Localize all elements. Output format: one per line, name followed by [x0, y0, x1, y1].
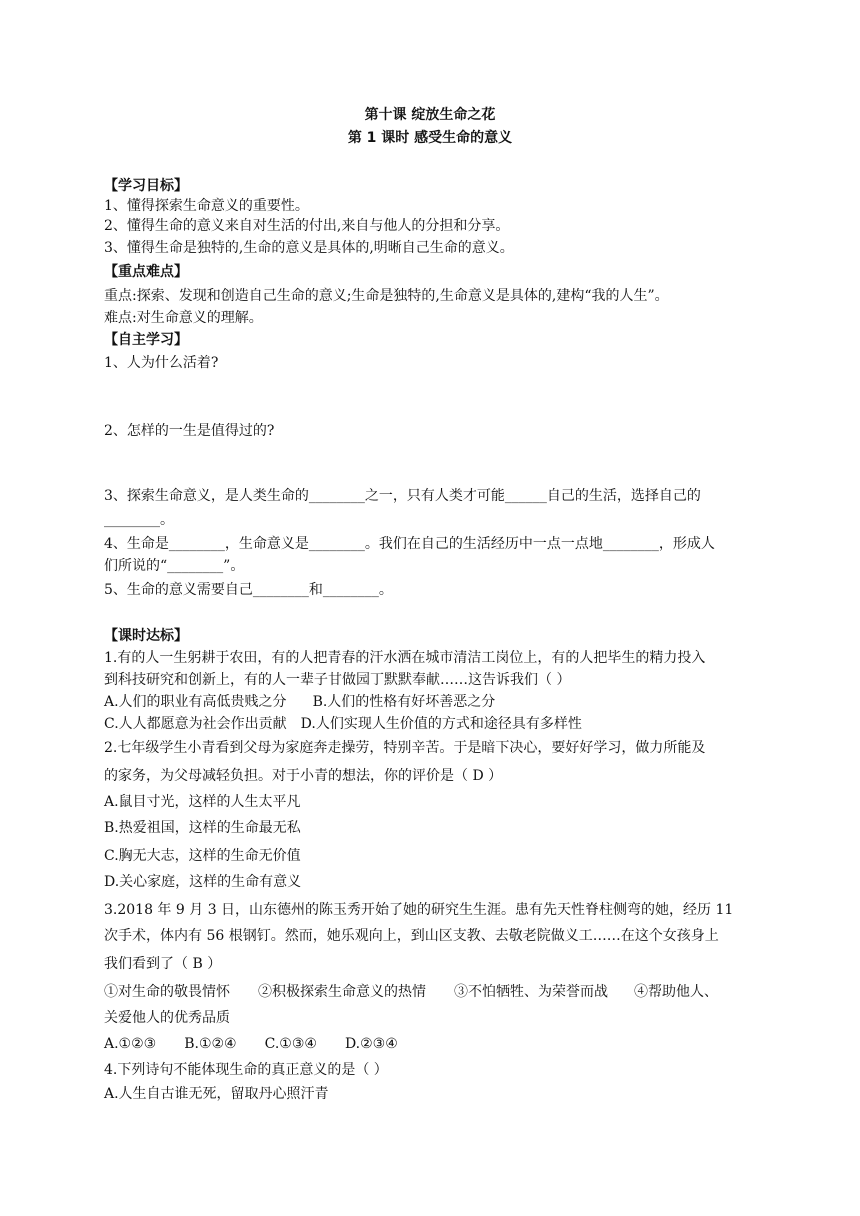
practice-q1-option-a: A.人们的职业有高低贵贱之分: [104, 694, 287, 710]
self-study-q3-line1: 3、探索生命意义，是人类生命的________之一，只有人类才可能______自己的生活，选择自己的: [104, 488, 701, 504]
self-study-q2: 2、怎样的一生是值得过的?: [104, 423, 275, 439]
keypoint-difficulty: 难点:对生命意义的理解。: [104, 310, 263, 326]
practice-q1-line2: 到科技研究和创新上，有的人一辈子甘做园丁默默奉献……这告诉我们（ ）: [104, 672, 571, 688]
practice-q3-statements: [104, 982, 764, 1002]
practice-q3-statement-1: ①对生命的敬畏情怀: [104, 984, 230, 1000]
practice-q3-option-c: C.①③④: [264, 1036, 317, 1052]
objective-item-2: 2、懂得生命的意义来自对生活的付出,来自与他人的分担和分享。: [104, 218, 510, 234]
practice-heading: 【课时达标】: [104, 628, 188, 644]
practice-q4-option-a: A.人生自古谁无死，留取丹心照汗青: [104, 1086, 329, 1102]
practice-q3-line2: 次手术，体内有 56 根钢钉。然而，她乐观向上，到山区支教、去敬老院做义工……在这个女孩身上: [104, 928, 719, 944]
practice-q1-options-ab: [104, 692, 764, 712]
practice-q3-option-d: D.②③④: [344, 1036, 398, 1052]
practice-q3-statement-4: ④帮助他人、: [634, 984, 718, 1000]
practice-q3-options: [104, 1034, 764, 1054]
keypoints-heading: 【重点难点】: [104, 264, 188, 280]
practice-q1-line1: 1.有的人一生躬耕于农田，有的人把青春的汗水洒在城市清洁工岗位上，有的人把毕生的精力投入: [104, 650, 706, 666]
practice-q4-line1: 4.下列诗句不能体现生命的真正意义的是（ ）: [104, 1062, 388, 1078]
objectives-heading: 【学习目标】: [104, 178, 188, 194]
lesson-subtitle: 第 1 课时 感受生命的意义: [347, 130, 513, 146]
self-study-q3-line2: ________。: [104, 512, 174, 528]
practice-q3-line3: 我们看到了（ B ）: [104, 956, 222, 972]
self-study-q5: 5、生命的意义需要自己________和________。: [104, 582, 393, 598]
practice-q3-statement-2: ②积极探索生命意义的热情: [258, 984, 426, 1000]
practice-q2-option-c: C.胸无大志，这样的生命无价值: [104, 848, 301, 864]
practice-q2-option-a: A.鼠目寸光，这样的人生太平凡: [104, 794, 301, 810]
practice-q1-options-cd: [104, 714, 764, 734]
keypoint-focus: 重点:探索、发现和创造自己生命的意义;生命是独特的,生命意义是具体的,建构“我的人生”。: [104, 288, 669, 304]
practice-q2-option-b: B.热爱祖国，这样的生命最无私: [104, 820, 301, 836]
practice-q1-option-b: B.人们的性格有好坏善恶之分: [312, 694, 496, 710]
practice-q3-option-b: B.①②④: [184, 1036, 237, 1052]
self-study-q1: 1、人为什么活着?: [104, 355, 219, 371]
practice-q2-line1: 2.七年级学生小青看到父母为家庭奔走操劳，特别辛苦。于是暗下决心，要好好学习，做力所能及: [104, 740, 706, 756]
practice-q3-option-a: A.①②③: [104, 1036, 157, 1052]
self-study-heading: 【自主学习】: [104, 332, 188, 348]
objective-item-1: 1、懂得探索生命意义的重要性。: [104, 198, 309, 214]
practice-q2-option-d: D.关心家庭，这样的生命有意义: [104, 874, 302, 890]
practice-q2-line2: 的家务，为父母减轻负担。对于小青的想法，你的评价是（ D ）: [104, 768, 503, 784]
practice-q1-option-c: C.人人都愿意为社会作出贡献: [104, 716, 287, 732]
self-study-q4-line2: 们所说的“________”。: [104, 558, 245, 574]
practice-q1-option-d: D.人们实现人生价值的方式和途径具有多样性: [300, 716, 582, 732]
self-study-q4-line1: 4、生命是________，生命意义是________。我们在自己的生活经历中一点一点地________，形成人: [104, 536, 715, 552]
objective-item-3: 3、懂得生命是独特的,生命的意义是具体的,明晰自己生命的意义。: [104, 240, 514, 256]
practice-q3-line1: 3.2018 年 9 月 3 日，山东德州的陈玉秀开始了她的研究生生涯。患有先天性脊柱侧弯的她，经历 11: [104, 902, 734, 918]
lesson-title: 第十课 绽放生命之花: [364, 107, 496, 123]
practice-q3-statement-4-cont: 关爱他人的优秀品质: [104, 1010, 230, 1026]
practice-q3-statement-3: ③不怕牺牲、为荣誉而战: [454, 984, 608, 1000]
